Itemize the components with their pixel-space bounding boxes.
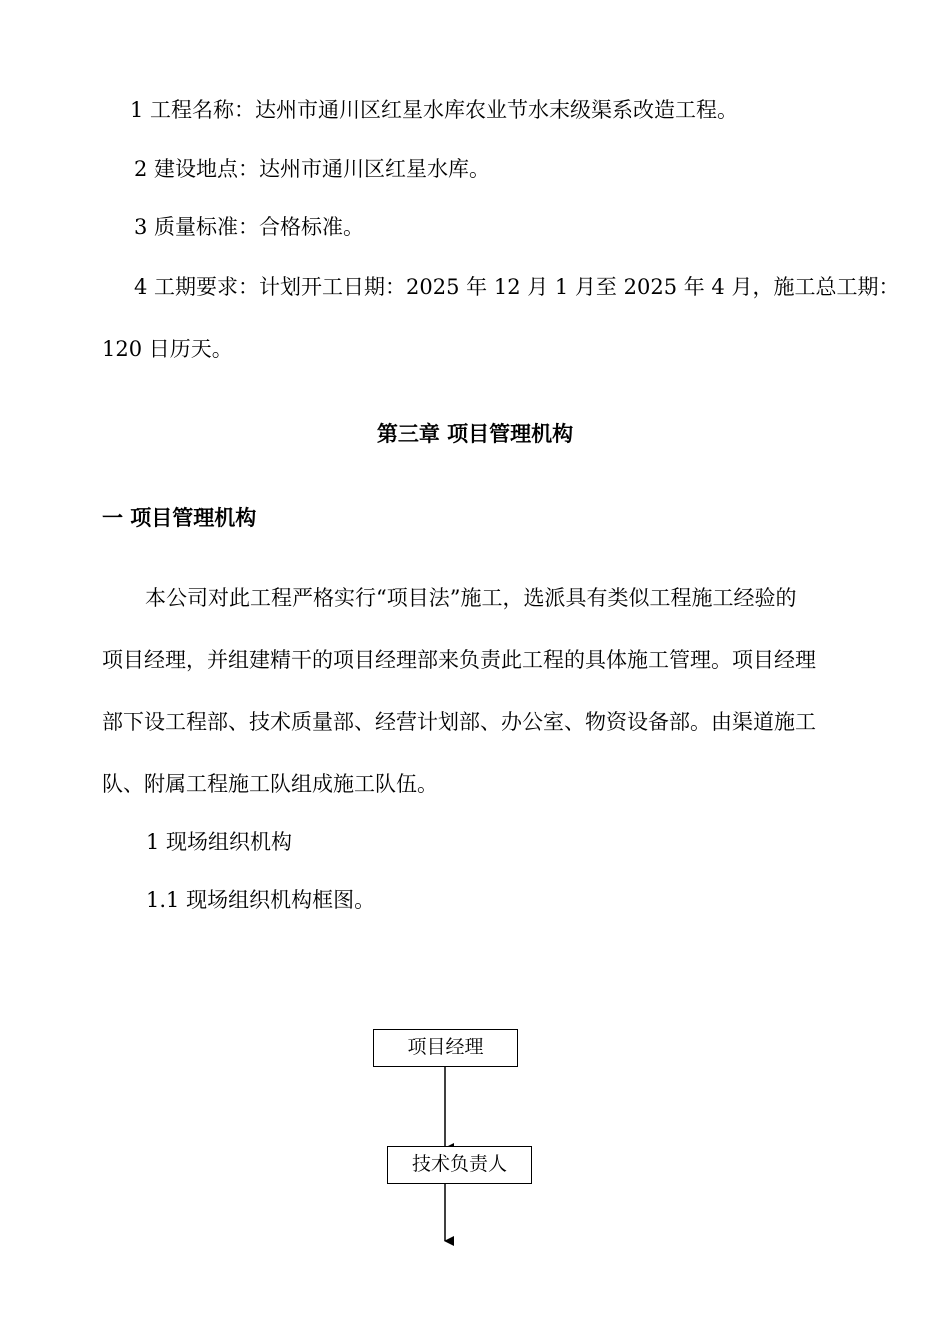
project-info-line: 2 建设地点：达州市通川区红星水库。 xyxy=(134,157,491,181)
paragraph-line: 本公司对此工程严格实行“项目法”施工，选派具有类似工程施工经验的 xyxy=(145,586,797,610)
paragraph-line: 队、附属工程施工队组成施工队伍。 xyxy=(102,772,438,796)
project-info-line: 120 日历天。 xyxy=(102,337,233,361)
project-info-line: 1 工程名称：达州市通川区红星水库农业节水末级渠系改造工程。 xyxy=(130,98,739,122)
section-title: 一 项目管理机构 xyxy=(102,506,257,530)
project-info-line: 3 质量标准：合格标准。 xyxy=(134,215,365,239)
subsubsection-heading: 1.1 现场组织机构框图。 xyxy=(146,888,376,912)
org-box-technical-lead: 技术负责人 xyxy=(387,1146,532,1184)
chapter-title: 第三章 项目管理机构 xyxy=(376,422,574,446)
org-box-project-manager: 项目经理 xyxy=(373,1029,518,1067)
subsection-heading: 1 现场组织机构 xyxy=(146,830,293,854)
project-info-line: 4 工期要求：计划开工日期：2025 年 12 月 1 月至 2025 年 4 月，施工总工期： xyxy=(134,275,900,299)
paragraph-line: 项目经理，并组建精干的项目经理部来负责此工程的具体施工管理。项目经理 xyxy=(102,648,816,672)
paragraph-line: 部下设工程部、技术质量部、经营计划部、办公室、物资设备部。由渠道施工 xyxy=(102,710,816,734)
